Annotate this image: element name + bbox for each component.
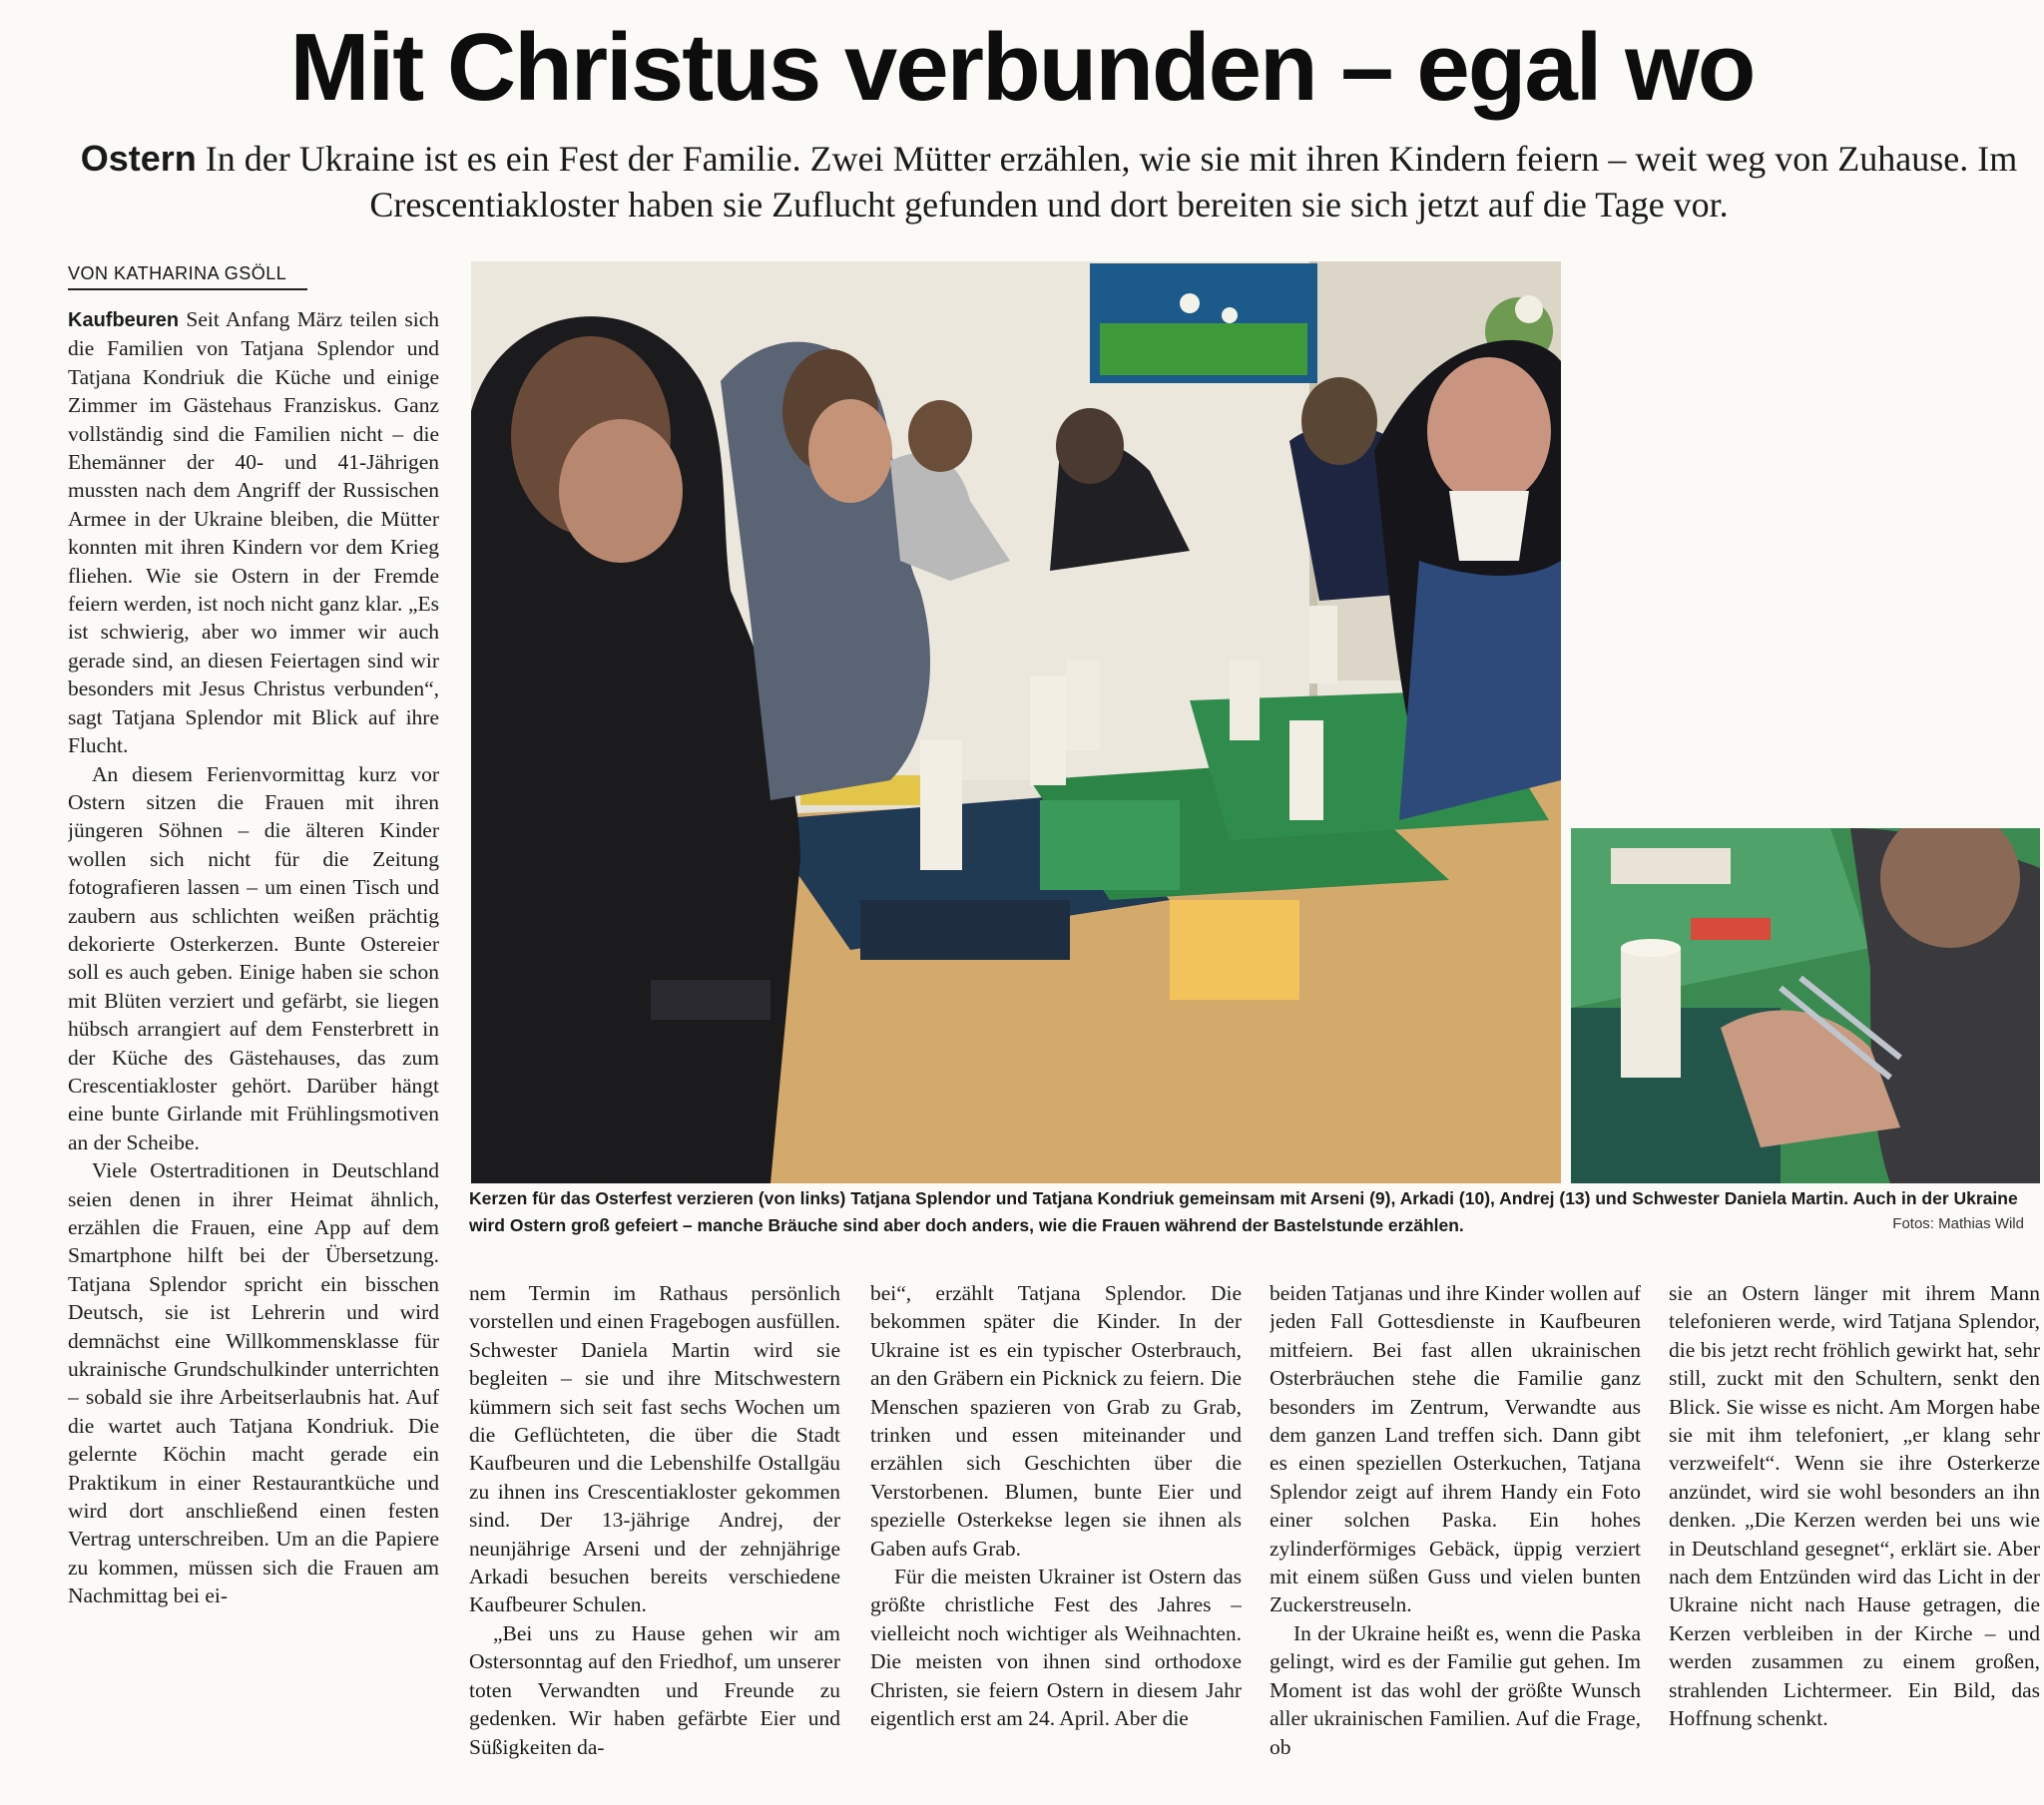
article-column-1 <box>68 305 439 1782</box>
paragraph: beiden Tatjanas und ihre Kinder wollen auf jeden Fall Gottesdienste in Kaufbeuren mitfeiern. Bei fast allen ukrainischen Osterbräuchen stehe die Familie ganz besonders im Zentrum, Verwandte aus dem ganzen Land treffen sich. Dann gibt es einen speziellen Osterkuchen, Tatjana Splendor zeigt auf ihrem Handy ein Foto einer solchen Paska. Ein hohes zylinderförmiges Gebäck, üppig verziert mit einem süßen Guss und vielen bunten Zuckerstreuseln. <box>1270 1281 1641 1617</box>
crafting-scene-image <box>471 261 1561 1183</box>
subhead-kicker: Ostern <box>80 138 197 179</box>
paragraph: nem Termin im Rathaus persönlich vorstellen und einen Fragebogen ausfüllen. Schwester Daniela Martin wird sie begleiten – sie und ihre Mitschwestern kümmern sich seit fast sechs Wochen um die Geflüchteten, die über die Stadt Kaufbeuren und die Lebenshilfe Ostallgäu zu ihnen ins Crescentiakloster gekommen sind. Der 13-jährige Andrej, der neunjährige Arseni und der zehnjährige Arkadi besuchen bereits verschiedene Kaufbeurer Schulen. <box>469 1281 840 1617</box>
byline: VON KATHARINA GSÖLL <box>68 263 307 290</box>
paragraph: „Bei uns zu Hause gehen wir am Ostersonntag auf den Friedhof, um unserer toten Verwandten und Freunde zu gedenken. Wir haben gefärbte Eier und Süßigkeiten da- <box>469 1620 840 1759</box>
paragraph <box>68 305 439 760</box>
article-column-2 <box>469 1279 840 1782</box>
subhead <box>66 136 2032 227</box>
article-column-5 <box>1669 1279 2040 1782</box>
dateline: Kaufbeuren <box>68 309 180 331</box>
paragraph: sie an Ostern länger mit ihrem Mann telefonieren werde, wird Tatjana Splendor, die bis jetzt recht fröhlich gewirkt hat, sehr still, zuckt mit den Schultern, senkt den Blick. Sie wisse es nicht. Am Morgen habe sie mit ihm telefoniert, „er klang sehr verzweifelt“. Wenn sie ihre Osterkerze anzündet, wird sie wohl besonders an ihn denken. „Die Kerzen werden bei uns wie in Deutschland gesegnet“, erklärt sie. Aber nach dem Entzünden wird das Licht in der Ukraine nicht nach Hause getragen, die Kerzen verbleiben in der Kirche – und werden zusammen zu einem großen, strahlenden Lichtermeer. Ein Bild, das Hoffnung schenkt. <box>1669 1281 2040 1731</box>
paragraph: In der Ukraine heißt es, wenn die Paska gelingt, wird es der Familie gut gehen. Im Moment ist das wohl der größte Wunsch aller ukrainischen Familien. Auf die Frage, ob <box>1270 1620 1641 1759</box>
paragraph: Viele Ostertraditionen in Deutschland seien denen in ihrer Heimat ähnlich, erzählen die Frauen, eine App auf dem Smartphone hilft bei der Übersetzung. Tatjana Splendor spricht ein bisschen Deutsch, sie ist Lehrerin und wird demnächst eine Willkommensklasse für ukrainische Grundschulkinder unterrichten – sobald sie ihre Arbeitserlaubnis hat. Auf die wartet auch Tatjana Kondriuk. Die gelernte Köchin macht gerade ein Praktikum in einer Restaurantküche und wird dort anschließend einen festen Vertrag unterschreiben. Um an die Papiere zu kommen, müssen sich die Frauen am Nachmittag bei ei- <box>68 1158 439 1608</box>
photo-caption: Kerzen für das Osterfest verzieren (von links) Tatjana Splendor und Tatjana Kondriuk gemeinsam mit Arseni (9), Arkadi (10), Andrej (13) und Schwester Daniela Martin. Auch in der Ukraine wird Ostern groß gefeiert – manche Bräuche sind aber doch anders, wie die Frauen während der Bastelstunde erzählen. <box>469 1188 2018 1235</box>
inset-photo <box>1571 828 2040 1183</box>
paragraph-text: Seit Anfang März teilen sich die Familien von Tatjana Splendor und Tatjana Kondriuk die Küche und einige Zimmer im Gästehaus Franziskus. Ganz vollständig sind die Familien nicht – die Ehemänner der 40- und 41-Jährigen mussten nach dem Angriff der Russischen Armee in der Ukraine bleiben, die Mütter konnten mit ihren Kindern vor dem Krieg fliehen. Wie sie Ostern in der Fremde feiern werden, ist noch nicht ganz klar. „Es ist schwierig, aber wo immer wir auch gerade sind, an diesen Feiertagen sind wir besonders mit Jesus Christus verbunden“, sagt Tatjana Splendor mit Blick auf ihre Flucht. <box>68 307 439 758</box>
subhead-text: In der Ukraine ist es ein Fest der Familie. Zwei Mütter erzählen, wie sie mit ihren Kindern feiern – weit weg von Zuhause. Im Crescentiakloster haben sie Zuflucht gefunden und dort bereiten sie sich jetzt auf die Tage vor. <box>196 139 2018 225</box>
paragraph: bei“, erzählt Tatjana Splendor. Die bekommen später die Kinder. In der Ukraine ist es ein typischer Osterbrauch, an den Gräbern ein Picknick zu feiern. Die Menschen spazieren von Grab zu Grab, trinken und essen miteinander und erzählen sich Geschichten über die Verstorbenen. Blumen, bunte Eier und spezielle Osterkekse legen sie ihnen als Gaben aufs Grab. <box>870 1281 1242 1561</box>
article-column-4 <box>1270 1279 1641 1782</box>
candle-detail-image <box>1571 828 2040 1183</box>
headline: Mit Christus verbunden – egal wo <box>289 14 1755 121</box>
paragraph: An diesem Ferienvormittag kurz vor Ostern sitzen die Frauen mit ihren jüngeren Söhnen – die älteren Kinder wollen sich nicht für die Zeitung fotografieren lassen – um einen Tisch und zaubern aus schlichten weißen prächtig dekorierte Osterkerzen. Bunte Ostereier soll es auch geben. Einige haben sie schon mit Blüten verziert und gefärbt, sie liegen hübsch arrangiert auf dem Fensterbrett in der Küche des Gästehauses, das zum Crescentiakloster gehört. Darüber hängt eine bunte Girlande mit Frühlingsmotiven an der Scheibe. <box>68 761 439 1154</box>
paragraph: Für die meisten Ukrainer ist Ostern das größte christliche Fest des Jahres – vielleicht noch wichtiger als Weihnachten. Die meisten von ihnen sind orthodoxe Christen, sie feiern Ostern in diesem Jahr eigentlich erst am 24. April. Aber die <box>870 1565 1242 1731</box>
photo-credit: Fotos: Mathias Wild <box>1892 1215 2024 1232</box>
main-photo <box>471 261 1561 1183</box>
article-column-3 <box>870 1279 1242 1782</box>
